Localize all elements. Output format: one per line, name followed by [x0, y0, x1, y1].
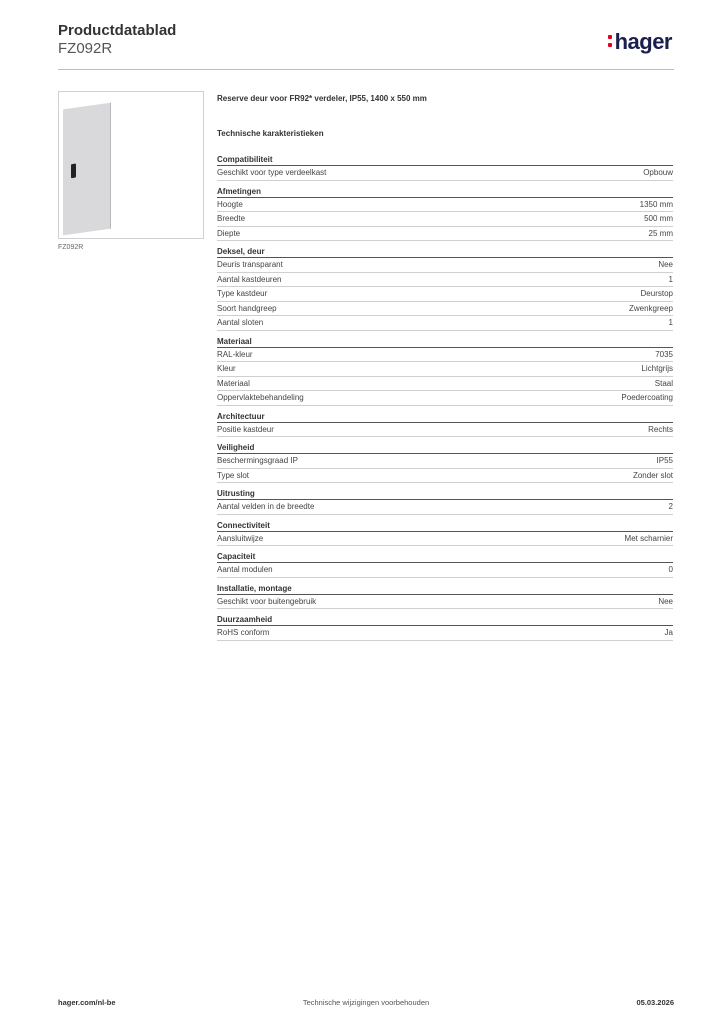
spec-label: Positie kastdeur [217, 424, 274, 434]
spec-row [217, 500, 673, 515]
spec-section [217, 582, 673, 610]
document-title: Productdatablad [58, 22, 177, 39]
product-description: Reserve deur voor FR92* verdeler, IP55, 1400 x 550 mm [217, 94, 427, 103]
spec-value: 1350 mm [639, 199, 673, 209]
spec-label: Oppervlaktebehandeling [217, 393, 304, 402]
hager-logo [608, 29, 672, 55]
spec-sections [217, 153, 673, 641]
spec-value: 7035 [655, 349, 673, 359]
spec-value: Deurstop [640, 289, 673, 298]
section-title: Deksel, deur [217, 245, 673, 258]
spec-value: Ja [664, 628, 673, 637]
section-title: Duurzaamheid [217, 613, 673, 626]
spec-label: Type slot [217, 470, 250, 480]
section-title: Architectuur [217, 410, 673, 423]
spec-value: 1 [668, 274, 673, 284]
spec-label: Deuris transparant [217, 260, 283, 269]
section-title: Uitrusting [217, 487, 673, 500]
door-illustration [63, 103, 111, 236]
spec-label: Materiaal [217, 378, 250, 388]
spec-section [217, 410, 673, 438]
spec-section [217, 153, 673, 181]
section-title: Materiaal [217, 335, 673, 348]
spec-value: 1 [668, 318, 673, 327]
spec-section [217, 245, 673, 331]
spec-label: Soort handgreep [217, 303, 277, 313]
logo-dots-icon [608, 34, 612, 48]
footer-notice: Technische wijzigingen voorbehouden [302, 998, 430, 1007]
spec-value: Nee [658, 596, 673, 606]
spec-row [217, 212, 673, 227]
section-title: Veiligheid [217, 441, 673, 454]
spec-value: 25 mm [648, 228, 673, 238]
spec-section [217, 185, 673, 242]
spec-value: Opbouw [643, 168, 673, 177]
spec-row [217, 287, 673, 302]
spec-row [217, 348, 673, 363]
spec-label: RoHS conform [217, 628, 270, 637]
spec-row [217, 532, 673, 547]
spec-label: Aantal velden in de breedte [217, 502, 315, 511]
section-title: Connectiviteit [217, 519, 673, 532]
spec-label: Aansluitwijze [217, 533, 264, 543]
spec-row [217, 316, 673, 331]
spec-value: 2 [668, 502, 673, 511]
spec-section [217, 613, 673, 641]
spec-row [217, 258, 673, 273]
spec-value: IP55 [656, 456, 673, 465]
spec-row [217, 563, 673, 578]
section-title: Capaciteit [217, 550, 673, 563]
spec-label: Aantal kastdeuren [217, 274, 282, 284]
spec-section [217, 519, 673, 547]
spec-value: 500 mm [644, 214, 673, 223]
spec-value: 0 [668, 565, 673, 574]
tech-characteristics-title: Technische karakteristieken [217, 129, 324, 138]
spec-label: Beschermingsgraad IP [217, 456, 298, 465]
section-title: Afmetingen [217, 185, 673, 198]
spec-value: Lichtgrijs [641, 364, 673, 373]
spec-label: Type kastdeur [217, 289, 268, 298]
spec-content [217, 94, 673, 641]
page-footer [58, 998, 674, 1010]
logo-text: hager [614, 29, 672, 54]
spec-row [217, 273, 673, 288]
spec-row [217, 302, 673, 317]
spec-section [217, 441, 673, 483]
footer-website: hager.com/nl-be [58, 998, 116, 1007]
spec-label: RAL-kleur [217, 349, 253, 359]
product-code: FZ092R [58, 40, 113, 57]
spec-label: Aantal sloten [217, 318, 264, 327]
spec-row [217, 454, 673, 469]
product-image [58, 91, 204, 239]
image-caption: FZ092R [58, 244, 84, 251]
spec-value: Nee [658, 260, 673, 269]
spec-row [217, 166, 673, 181]
page-header [58, 22, 674, 70]
section-title: Installatie, montage [217, 582, 673, 595]
spec-row [217, 227, 673, 242]
spec-value: Met scharnier [624, 533, 673, 543]
spec-section [217, 550, 673, 578]
spec-label: Diepte [217, 228, 241, 238]
spec-label: Kleur [217, 364, 236, 373]
spec-label: Aantal modulen [217, 565, 273, 574]
spec-label: Geschikt voor type verdeelkast [217, 168, 327, 177]
door-handle-icon [71, 164, 76, 179]
spec-row [217, 595, 673, 610]
spec-value: Zonder slot [632, 470, 673, 480]
spec-row [217, 423, 673, 438]
spec-value: Poedercoating [621, 393, 673, 402]
spec-row [217, 377, 673, 392]
spec-label: Geschikt voor buitengebruik [217, 596, 317, 606]
spec-row [217, 198, 673, 213]
footer-date: 05.03.2026 [636, 998, 674, 1007]
spec-label: Hoogte [217, 199, 243, 209]
spec-section [217, 487, 673, 515]
section-title: Compatibiliteit [217, 153, 673, 166]
spec-row [217, 626, 673, 641]
spec-value: Staal [654, 378, 673, 388]
spec-value: Zwenkgreep [628, 303, 673, 313]
spec-row [217, 362, 673, 377]
spec-row [217, 391, 673, 406]
spec-section [217, 335, 673, 406]
spec-label: Breedte [217, 214, 246, 223]
spec-value: Rechts [648, 424, 673, 434]
spec-row [217, 469, 673, 484]
